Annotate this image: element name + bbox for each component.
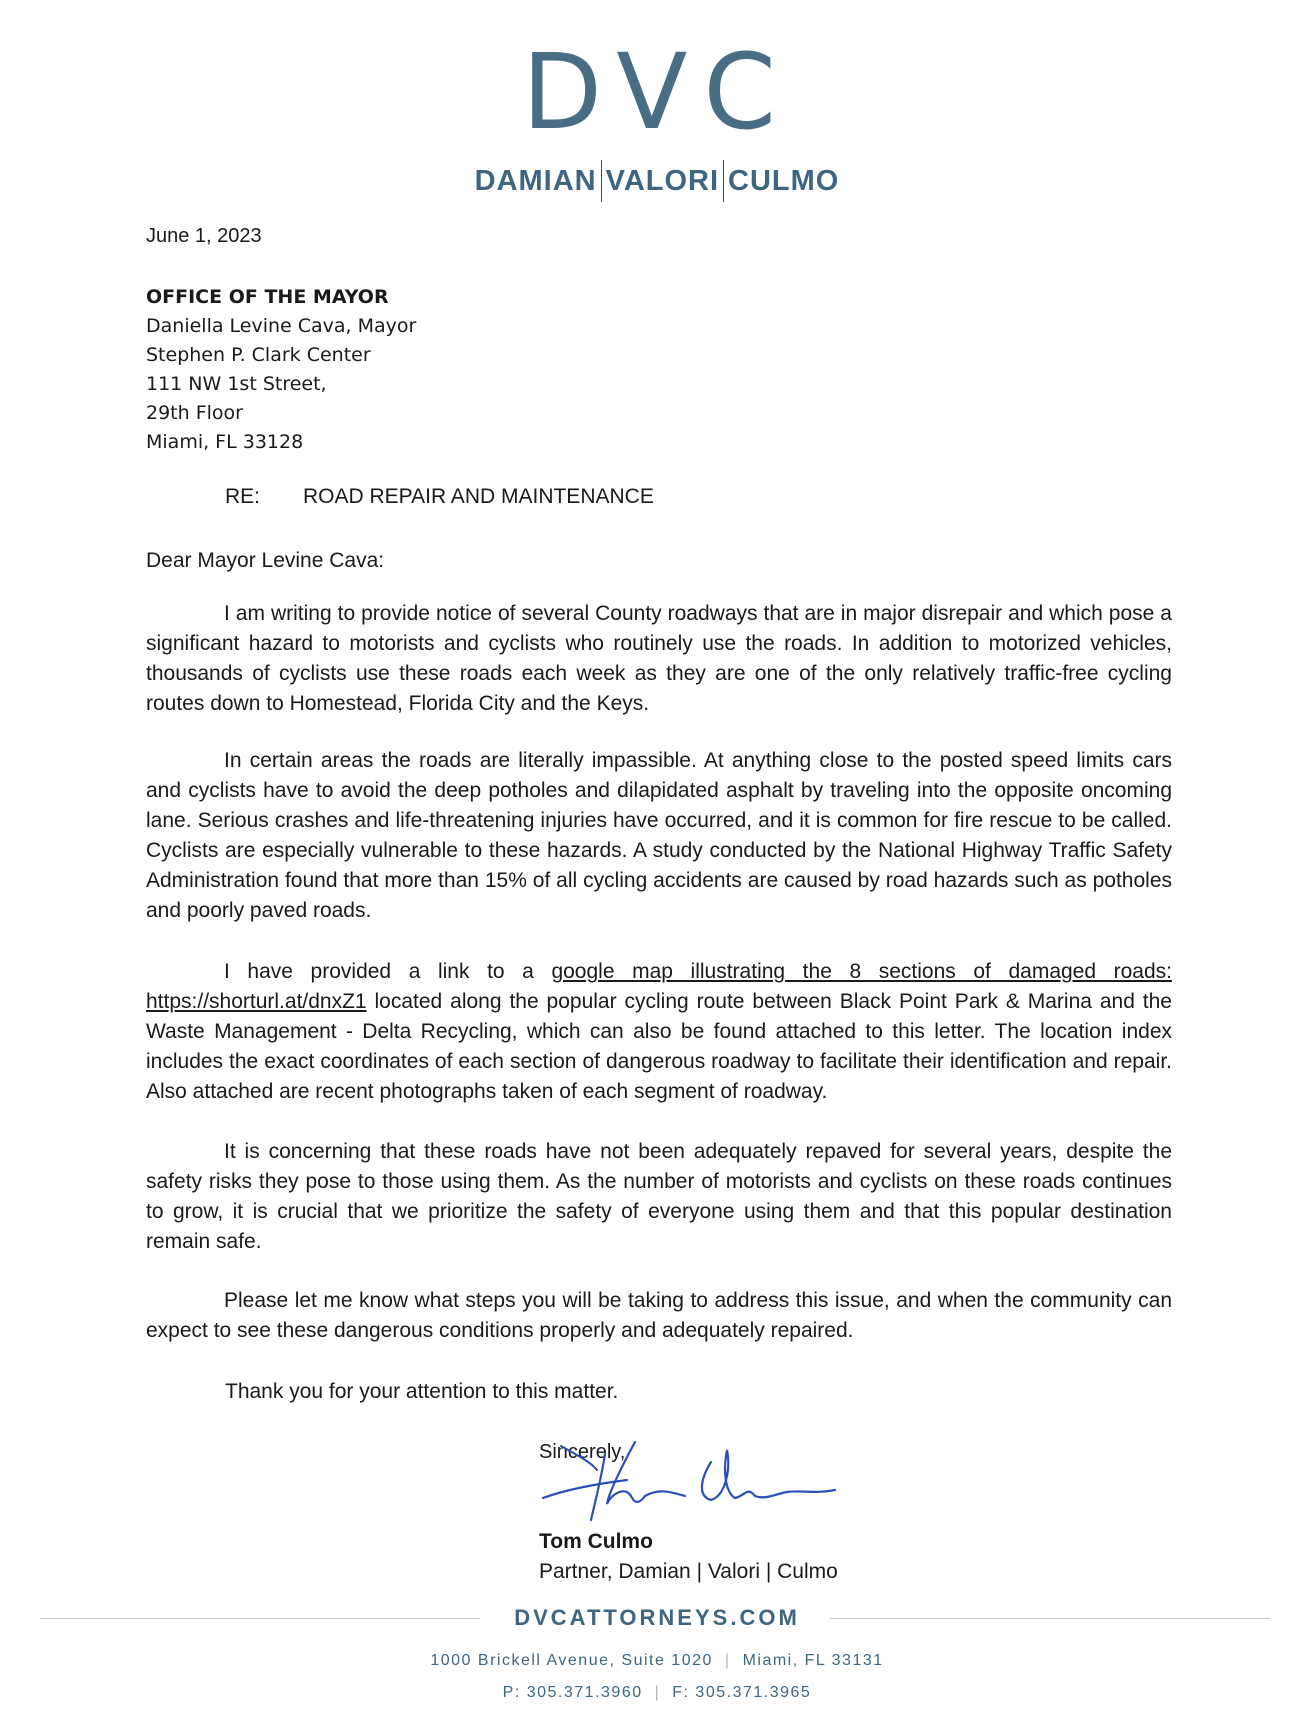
body-paragraph: Please let me know what steps you will be taking to address this issue, and when the community can expect to see these dangerous conditions properly and adequately repaired. [146,1289,1172,1342]
recipient-office: OFFICE OF THE MAYOR [146,286,389,308]
divider [723,160,724,202]
partner-name: VALORI [605,164,720,197]
paragraph-text: located along the popular cycling route between Black Point Park & Marina and the Waste Management - Delta Recycling, which can also be found attached to this letter. The location index includes the exact coordinates of each section of dangerous roadway to facilitate their identification and repair. Also attached are recent photographs taken of each segment of roadway. [146,990,1172,1103]
thanks-line: Thank you for your attention to this matter. [225,1380,619,1403]
footer-fax: F: 305.371.3965 [672,1684,812,1701]
map-link[interactable]: google map illustrating the 8 sections of damaged roads: [551,960,1172,983]
footer-city: Miami, FL 33131 [742,1652,884,1669]
footer-street: 1000 Brickell Avenue, Suite 1020 [430,1652,713,1669]
address-line: Stephen P. Clark Center [146,344,371,366]
address-line: Daniella Levine Cava, Mayor [146,315,417,337]
address-line: 111 NW 1st Street, [146,373,327,395]
re-label: RE: [225,485,261,508]
partner-name: CULMO [728,164,840,197]
body-paragraph: It is concerning that these roads have not been adequately repaved for several years, despite the safety risks they pose to those using them. As the number of motorists and cyclists on these roads continues to grow, it is crucial that we prioritize the safety of everyone using them and that this popular destination remain safe. [146,1140,1172,1253]
signer-name: Tom Culmo [539,1530,653,1553]
divider: | [724,1652,731,1669]
recipient-address [146,283,416,457]
address-line: 29th Floor [146,402,243,424]
footer-website[interactable]: DVCATTORNEYS.COM [514,1605,800,1630]
partner-name: DAMIAN [474,164,597,197]
short-url-link[interactable]: https://shorturl.at/dnxZ1 [146,990,367,1013]
body-paragraph: I am writing to provide notice of several County roadways that are in major disrepair and which pose a significant hazard to motorists and cyclists who routinely use the roads. In addition to motorized vehicles, thousands of cyclists use these roads each week as they are one of the only relatively traffic-free cycling routes down to Homestead, Florida City and the Keys. [146,602,1172,715]
firm-monogram: DVC [521,31,792,153]
divider [601,160,602,202]
footer-address [0,1652,1314,1670]
footer-phones [0,1684,1314,1702]
valediction: Sincerely, [539,1441,626,1463]
handwritten-signature [535,1440,845,1530]
letter-date: June 1, 2023 [146,225,262,247]
firm-name [0,160,1314,202]
paragraph-text: I have provided a link to a [224,960,552,983]
body-paragraph [146,957,1172,1107]
body-paragraph: In certain areas the roads are literally impassible. At anything close to the posted speed limits cars and cyclists have to avoid the deep potholes and dilapidated asphalt by traveling into the opposite oncoming lane. Serious crashes and life-threatening injuries have occurred, and it is common for fire rescue to be called. Cyclists are especially vulnerable to these hazards. A study conducted by the National Highway Traffic Safety Administration found that more than 15% of all cycling accidents are caused by road hazards such as potholes and poorly paved roads. [146,749,1172,922]
signer-title: Partner, Damian | Valori | Culmo [539,1560,838,1583]
salutation: Dear Mayor Levine Cava: [146,549,385,572]
subject-line [225,485,654,509]
address-line: Miami, FL 33128 [146,431,304,453]
divider: | [654,1684,661,1701]
re-subject: ROAD REPAIR AND MAINTENANCE [303,485,654,508]
footer-phone: P: 305.371.3960 [502,1684,643,1701]
